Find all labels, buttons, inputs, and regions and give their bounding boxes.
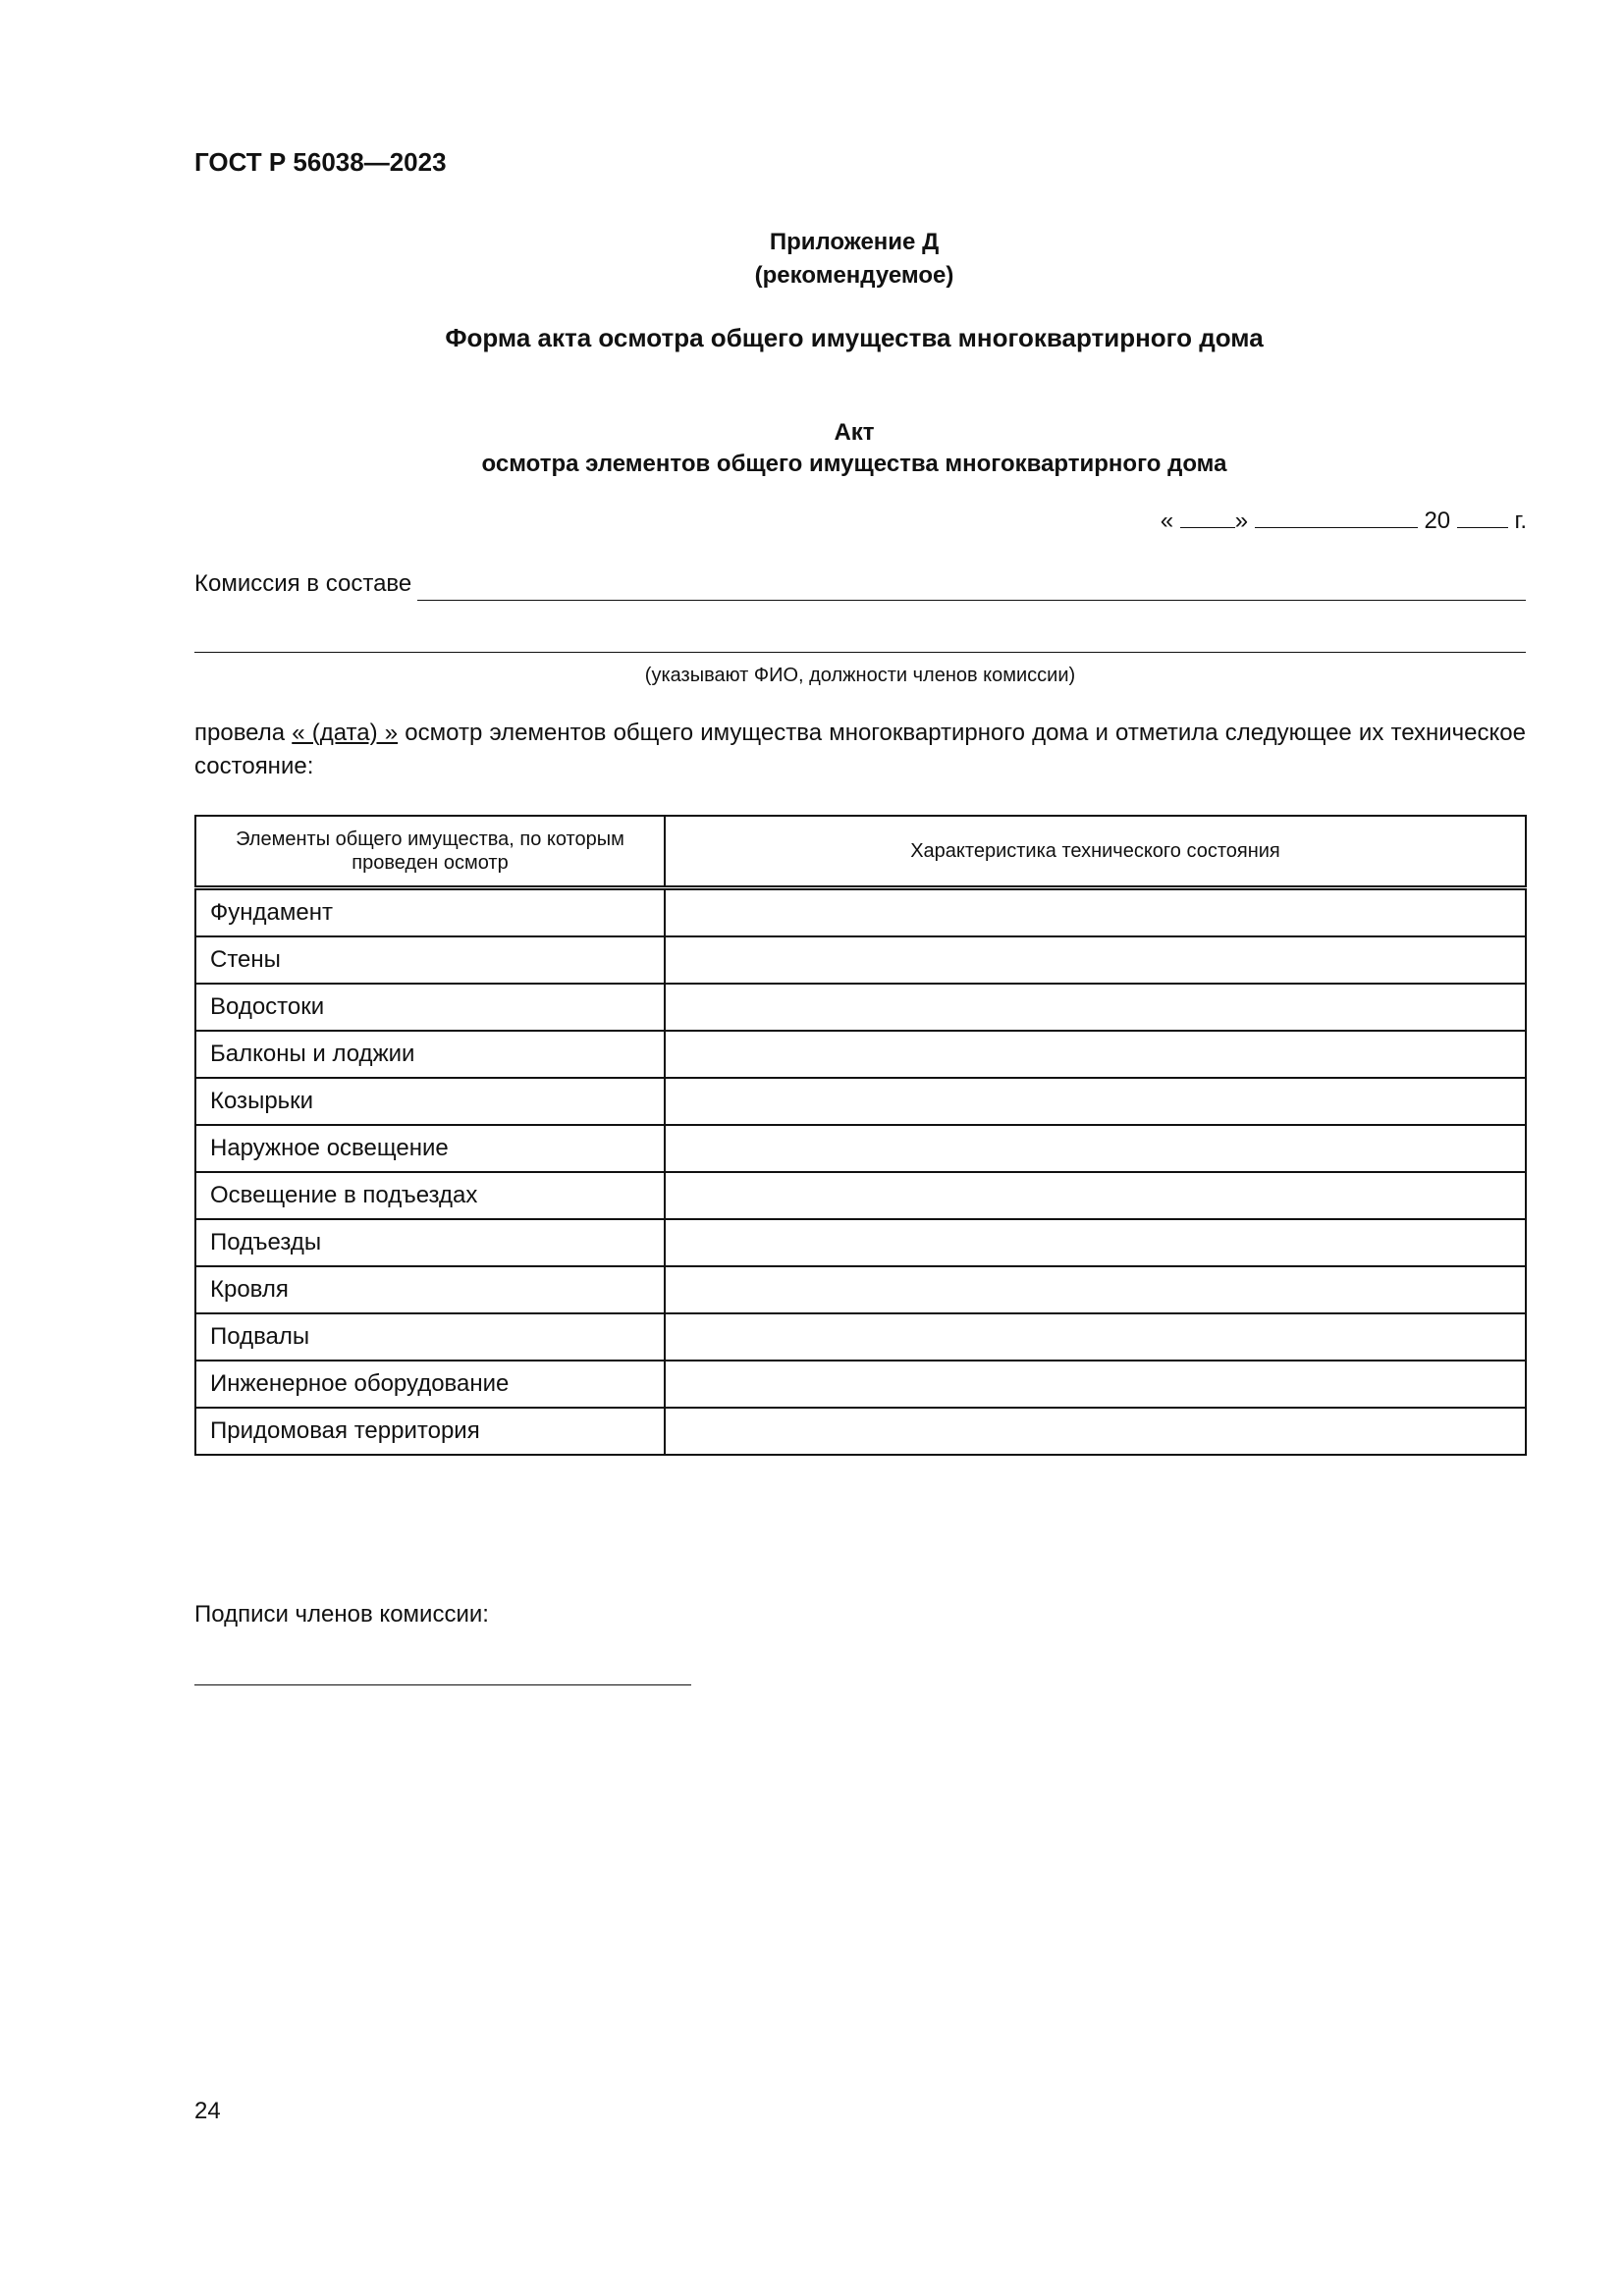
- table-row: [195, 1266, 1526, 1313]
- commission-blank-2[interactable]: [194, 652, 1526, 653]
- element-name-cell: Балконы и лоджии: [195, 1031, 665, 1078]
- table-row: [195, 1172, 1526, 1219]
- condition-cell[interactable]: [665, 1408, 1526, 1455]
- date-placeholder: « (дата) »: [292, 720, 399, 746]
- table-row: [195, 888, 1526, 937]
- header-condition: Характеристика технического состояния: [665, 816, 1526, 888]
- table-row: [195, 1408, 1526, 1455]
- header-elements: Элементы общего имущества, по которым проведен осмотр: [195, 816, 665, 888]
- element-name-cell: Кровля: [195, 1266, 665, 1313]
- element-name-cell: Освещение в подъездах: [195, 1172, 665, 1219]
- page-number: 24: [194, 2098, 221, 2124]
- paragraph-after: осмотр элементов общего имущества многоквартирного дома и отметила следующее их техническое состояние:: [194, 720, 1526, 779]
- element-name-cell: Стены: [195, 936, 665, 984]
- annex-type: (рекомендуемое): [754, 262, 954, 289]
- signatures-label: Подписи членов комиссии:: [194, 1601, 489, 1628]
- table-row: [195, 1031, 1526, 1078]
- element-name-cell: Фундамент: [195, 888, 665, 937]
- date-line: [1161, 505, 1527, 538]
- table-header-row: [195, 816, 1526, 888]
- commission-label: Комиссия в составе: [194, 570, 412, 597]
- form-title: Форма акта осмотра общего имущества многоквартирного дома: [445, 323, 1264, 352]
- element-name-cell: Козырьки: [195, 1078, 665, 1125]
- element-name-cell: Придомовая территория: [195, 1408, 665, 1455]
- condition-cell[interactable]: [665, 1078, 1526, 1125]
- date-year-suffix: г.: [1514, 507, 1527, 534]
- condition-cell[interactable]: [665, 1361, 1526, 1408]
- condition-cell[interactable]: [665, 1219, 1526, 1266]
- inspection-table: [194, 815, 1527, 1456]
- commission-row: [194, 567, 1526, 601]
- commission-hint: (указывают ФИО, должности членов комиссии): [644, 665, 1076, 686]
- annex-title: Приложение Д: [769, 229, 940, 255]
- table-row: [195, 1125, 1526, 1172]
- element-name-cell: Наружное освещение: [195, 1125, 665, 1172]
- date-century: 20: [1424, 507, 1451, 534]
- condition-cell[interactable]: [665, 936, 1526, 984]
- condition-cell[interactable]: [665, 1125, 1526, 1172]
- act-title: Акт: [834, 419, 875, 446]
- element-name-cell: Подвалы: [195, 1313, 665, 1361]
- table-row: [195, 984, 1526, 1031]
- element-name-cell: Инженерное оборудование: [195, 1361, 665, 1408]
- commission-blank[interactable]: [417, 574, 1526, 601]
- table-row: [195, 1219, 1526, 1266]
- date-close-quote: »: [1234, 507, 1249, 534]
- condition-cell[interactable]: [665, 1031, 1526, 1078]
- condition-cell[interactable]: [665, 984, 1526, 1031]
- table-row: [195, 1361, 1526, 1408]
- inspection-paragraph: [194, 717, 1526, 783]
- condition-cell[interactable]: [665, 1266, 1526, 1313]
- table-row: [195, 936, 1526, 984]
- paragraph-before: провела: [194, 720, 286, 746]
- table-body: [195, 888, 1526, 1456]
- condition-cell[interactable]: [665, 888, 1526, 937]
- standard-code: ГОСТ Р 56038—2023: [194, 147, 447, 177]
- table-row: [195, 1078, 1526, 1125]
- act-subtitle: осмотра элементов общего имущества многоквартирного дома: [481, 451, 1227, 477]
- day-blank[interactable]: [1180, 507, 1235, 528]
- year-blank[interactable]: [1457, 507, 1508, 528]
- signature-blank[interactable]: [194, 1684, 691, 1685]
- condition-cell[interactable]: [665, 1313, 1526, 1361]
- element-name-cell: Водостоки: [195, 984, 665, 1031]
- condition-cell[interactable]: [665, 1172, 1526, 1219]
- month-blank[interactable]: [1255, 507, 1418, 528]
- element-name-cell: Подъезды: [195, 1219, 665, 1266]
- date-open-quote: «: [1160, 507, 1174, 534]
- table-row: [195, 1313, 1526, 1361]
